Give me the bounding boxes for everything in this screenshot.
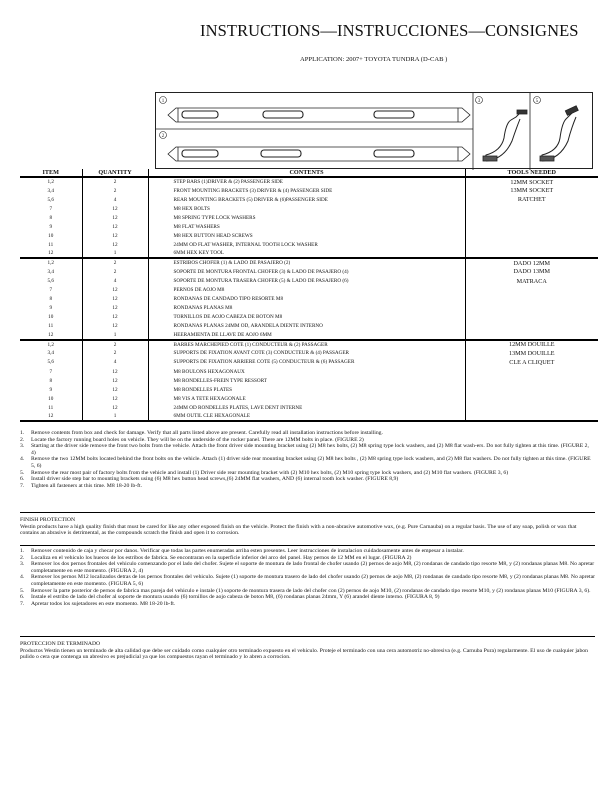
quantity-cell: 1: [82, 331, 148, 340]
quantity-cell: 12: [82, 322, 148, 331]
step-number: 6.: [20, 476, 25, 483]
item-cell: 11: [20, 403, 82, 412]
table-row: [20, 186, 598, 195]
contents-cell: STEP BARS (1)DRIVER & (2) PASSENGER SIDE: [148, 177, 465, 186]
contents-cell: SUPPORTS DE FIXATION ARRIERE COTE (5) CONDUCTEUR & (6) PASSAGER: [148, 358, 465, 367]
page-title: INSTRUCTIONS—INSTRUCCIONES—CONSIGNES: [200, 21, 579, 40]
header-contents: CONTENTS: [148, 169, 465, 177]
item-cell: 11: [20, 240, 82, 249]
instruction-step: [20, 430, 595, 437]
callout-label: 5: [535, 99, 539, 104]
step-text: Remover los dos pernos frontales del vehiculo comenzando por el lado del chofer. Sujete el soporte de montura de lado frontal de chofer usando (2) pernos de aojo M8, (2) rondanas de candado tipo resorte M8, y (2) rondanas planas M8. No apretar completamente en este momento. (FIGURA 2, 4): [31, 561, 595, 574]
quantity-cell: 12: [82, 295, 148, 304]
contents-cell: PERNOS DE AOJO M8: [148, 286, 465, 295]
table-row: [20, 177, 598, 186]
step-text: Remover la parte posterior de pernos de fabrica mas pareja del vehiculo e instale (1) soporte de montura trasera de lado del chofer con (2) pernos de aojo M10, (2) rondanas de candado tipo resorte M10, y (2) rondanas planas M10 (FIGURA 3, 6).: [31, 587, 591, 594]
contents-cell: 6MM HEX KEY TOOL: [148, 249, 465, 258]
contents-cell: M8 RONDELLES PLATES: [148, 385, 465, 394]
tools-cell: [465, 249, 598, 258]
tools-cell: CLE A CLIQUET: [509, 358, 555, 366]
finish-protection: [20, 517, 595, 537]
step-number: 5.: [20, 469, 25, 476]
step-bar-1: [168, 108, 470, 122]
quantity-cell: 12: [82, 394, 148, 403]
step-number: 5.: [20, 587, 25, 594]
contents-cell: M8 HEX BOLTS: [148, 204, 465, 213]
proteccion-text: Productos Westin tienen un terminado de alta calidad que debe ser cuidado como cualquier otro terminado expuesto en el vehiculo. Proteje el terminado con una cera automotriz no-abresiva (e.g. Carnuba Pura) regularmente. El uso de cualquier jabon pulido o cera que contenga un abresivo es prejudicial ya que los compuestos rayan el terminado y lo abren a corrocion.: [20, 647, 588, 661]
item-cell: 8: [20, 376, 82, 385]
step-text: Remover los pernos M12 localizados detras de los pernos frontales del vehiculo. Sujete (1) soporte de montura trasero de lado del chofer usando (2) pernos de aojo M8, (2) rondanas de candado tipo resorte M8, y (2) rondanas planas M8. No apretar completamente en este momento. (FIGURA 5, 6): [31, 574, 596, 587]
front-bracket: [483, 110, 527, 161]
step-text: Remove the two 12MM bolts located behind the front bolts on the vehicle. Attach (1) driver side rear mounting bracket using (2) M8 hex bolts , (2) M8 spring type lock washers, and (2) M8 flat washers. Do not fully tighten at this time. (FIGURE 5, 6): [31, 456, 591, 469]
step-number: 4.: [20, 574, 25, 581]
table-row: [20, 367, 598, 376]
divider: [20, 636, 595, 637]
tools-cell: [465, 367, 598, 376]
tools-cell: [465, 231, 598, 240]
tools-cell: [465, 412, 598, 421]
step-number: 2.: [20, 436, 25, 443]
item-cell: 12: [20, 249, 82, 258]
item-cell: 5,6: [20, 358, 82, 367]
quantity-cell: 1: [82, 249, 148, 258]
tools-cell: [465, 304, 598, 313]
instructions-english: [20, 430, 595, 489]
contents-cell: M8 RONDELLES-FREIN TYPE RESSORT: [148, 376, 465, 385]
step-text: Localiza en el vehiculo los huecos de los estribos de fabrica. Se encontraran en la superficie inferior del arco del panel. Hay pernos de 12 MM en el lugar. (FIGURA 2): [31, 554, 412, 561]
contents-cell: TORNILLOS DE AOJO CABEZA DE BOTON M8: [148, 313, 465, 322]
quantity-cell: 2: [82, 177, 148, 186]
contents-cell: REAR MOUNTING BRACKETS (5) DRIVER & (6)PASSENGER SIDE: [148, 195, 465, 204]
step-text: Apretar todos los sujetadores en este momento. M8 18-20 lb-ft.: [31, 600, 176, 607]
quantity-cell: 12: [82, 367, 148, 376]
header-quantity: QUANTITY: [82, 169, 148, 177]
item-cell: 9: [20, 385, 82, 394]
step-text: Install driver side step bar to mounting brackets using (6) M8 hex button head screws,(6) 24MM flat washers, AND (6) internal tooth lock washer. (FIGURE 8,9): [31, 476, 399, 483]
tools-cell: 12MM SOCKET: [510, 178, 554, 186]
application-line: APPLICATION: 2007+ TOYOTA TUNDRA (D-CAB ): [300, 56, 448, 63]
contents-cell: RONDANAS DE CANDADO TIPO RESORTE M8: [148, 295, 465, 304]
step-text: Tighten all fasteners at this time. M8 18-20 lb-ft.: [31, 482, 142, 489]
tools-cell: [465, 331, 598, 340]
header-tools: TOOLS NEEDED: [465, 169, 598, 177]
step-number: 1.: [20, 430, 25, 436]
instruction-step: [20, 594, 595, 601]
contents-cell: SOPORTE DE MONTURA FRONTAL CHOFER (3) & LADO DE PASAJERO (4): [148, 267, 465, 276]
contents-cell: HEERAMIENTA DE LLAVE DE AOJO 6MM: [148, 331, 465, 340]
quantity-cell: 12: [82, 213, 148, 222]
table-row: [20, 222, 598, 231]
step-text: Instale el estribo de lado del chofer al soporte de montura usando (6) tornillos de aojo cabeza de boton M8, (6) rondanas planas 24mm, Y (6) arandel diente interno. (FIGURA 8, 9): [31, 594, 440, 601]
instruction-step: [20, 483, 595, 490]
instruction-step: [20, 548, 595, 555]
quantity-cell: 4: [82, 277, 148, 286]
proteccion-terminado: [20, 641, 595, 661]
table-row: [20, 340, 598, 349]
rear-bracket: [540, 106, 578, 161]
quantity-cell: 12: [82, 231, 148, 240]
table-row: [20, 331, 598, 340]
item-cell: 9: [20, 304, 82, 313]
instruction-step: [20, 574, 595, 587]
finish-text: Westin products have a high quality finish that must be cared for like any other exposed finish on the vehicle. Protect the finish with a non-abrasive automotive wax, (e.g. Pure Carnauba) on a regular basis. The use of any soap, polish or wax that contains an abrasive is detrimental, as the compounds scratch the finish and open it to corrosion.: [20, 523, 577, 537]
quantity-cell: 12: [82, 304, 148, 313]
table-row: [20, 204, 598, 213]
item-cell: 1,2: [20, 177, 82, 186]
quantity-cell: 2: [82, 349, 148, 358]
tools-cell: [465, 222, 598, 231]
table-row: [20, 258, 598, 267]
item-cell: 1,2: [20, 340, 82, 349]
instruction-step: [20, 443, 595, 456]
quantity-cell: 12: [82, 385, 148, 394]
tools-cell: [465, 322, 598, 331]
item-cell: 11: [20, 322, 82, 331]
item-cell: 7: [20, 204, 82, 213]
contents-cell: 24MM OD FLAT WASHER, INTERNAL TOOTH LOCK WASHER: [148, 240, 465, 249]
tools-cell: [465, 403, 598, 412]
callout-label: 1: [161, 99, 165, 104]
step-number: 7.: [20, 600, 25, 607]
finish-heading: FINISH PROTECTION: [20, 517, 76, 523]
proteccion-heading: PROTECCION DE TERMINADO: [20, 641, 101, 647]
step-bar-2: [168, 147, 470, 161]
table-row: [20, 358, 598, 367]
contents-cell: M8 BOULONS HEXAGONAUX: [148, 367, 465, 376]
contents-cell: SUPPORTS DE FIXATION AVANT COTE (3) CONDUCTEUR & (4) PASSAGER: [148, 349, 465, 358]
item-cell: 5,6: [20, 195, 82, 204]
divider: [20, 512, 595, 513]
table-row: [20, 195, 598, 204]
tools-cell: 13MM DOUILLE: [508, 349, 555, 357]
item-cell: 3,4: [20, 267, 82, 276]
table-row: [20, 412, 598, 421]
step-text: Locate the factory running board holes on vehicle. They will be on the underside of the rocker panel. There are 12MM bolts in place. (FIGURE 2): [31, 436, 364, 443]
quantity-cell: 4: [82, 358, 148, 367]
contents-cell: FRONT MOUNTING BRACKETS (3) DRIVER & (4) PASSENGER SIDE: [148, 186, 465, 195]
callout-label: 2: [161, 134, 165, 139]
quantity-cell: 12: [82, 376, 148, 385]
quantity-cell: 12: [82, 240, 148, 249]
callout-label: 3: [477, 99, 481, 104]
step-text: Starting at the driver side remove the front two bolts from the vehicle. Attach the front driver side mounting bracket using (2) M8 hex bolts, (2) M8 spring type lock washers, and (2) M8 flat wash-ers. Do not fully tighten at this time. (FIGURE 2, 4): [31, 443, 589, 456]
contents-cell: 24MM OD RONDELLES PLATES, LAVE DENT INTERNE: [148, 403, 465, 412]
item-cell: 12: [20, 412, 82, 421]
item-cell: 9: [20, 222, 82, 231]
contents-cell: M8 FLAT WASHERS: [148, 222, 465, 231]
quantity-cell: 12: [82, 286, 148, 295]
tools-cell: MATRACA: [516, 277, 547, 285]
quantity-cell: 4: [82, 195, 148, 204]
contents-cell: ESTRIBOS CHOFER (1) & LADO DE PASAJERO (2): [148, 258, 465, 267]
tools-cell: [465, 204, 598, 213]
item-cell: 8: [20, 295, 82, 304]
tools-cell: DADO 13MM: [513, 268, 551, 276]
item-cell: 5,6: [20, 277, 82, 286]
step-number: 4.: [20, 456, 25, 463]
step-text: Remove the rear most pair of factory bolts from the vehicle and install (1) Driver side rear mounting bracket with (2) M10 hex bolts, (2) M10 spring type lock washers, and (2) M10 flat washers. (FIGURE 3, 6): [31, 469, 509, 476]
item-cell: 7: [20, 286, 82, 295]
step-number: 2.: [20, 554, 25, 561]
table-row: [20, 286, 598, 295]
item-cell: 10: [20, 394, 82, 403]
item-cell: 7: [20, 367, 82, 376]
tools-cell: [465, 295, 598, 304]
quantity-cell: 2: [82, 267, 148, 276]
header-item: ITEM: [20, 169, 82, 177]
table-row: [20, 394, 598, 403]
item-cell: 10: [20, 313, 82, 322]
step-number: 3.: [20, 561, 25, 568]
table-row: [20, 277, 598, 286]
item-cell: 3,4: [20, 186, 82, 195]
table-row: [20, 249, 598, 258]
table-row: [20, 313, 598, 322]
step-number: 6.: [20, 594, 25, 601]
instruction-step: [20, 601, 595, 608]
tools-cell: [465, 394, 598, 403]
table-row: [20, 304, 598, 313]
item-cell: 10: [20, 231, 82, 240]
quantity-cell: 12: [82, 204, 148, 213]
divider: [20, 545, 595, 546]
table-row: [20, 385, 598, 394]
step-number: 7.: [20, 482, 25, 489]
tools-cell: [465, 313, 598, 322]
instructions-spanish: [20, 548, 595, 607]
instruction-step: [20, 476, 595, 483]
item-cell: 12: [20, 331, 82, 340]
tools-cell: RATCHET: [517, 196, 546, 204]
parts-table: [20, 169, 598, 422]
item-cell: 3,4: [20, 349, 82, 358]
table-row: [20, 231, 598, 240]
quantity-cell: 2: [82, 186, 148, 195]
table-row: [20, 376, 598, 385]
step-number: 3.: [20, 443, 25, 450]
tools-cell: 12MM DOUILLE: [465, 340, 598, 349]
contents-cell: M8 HEX BUTTON HEAD SCREWS: [148, 231, 465, 240]
table-row: [20, 349, 598, 358]
contents-cell: M8 SPRING TYPE LOCK WASHERS: [148, 213, 465, 222]
tools-cell: [465, 376, 598, 385]
table-row: [20, 295, 598, 304]
quantity-cell: 1: [82, 412, 148, 421]
table-row: [20, 240, 598, 249]
table-row: [20, 267, 598, 276]
quantity-cell: 12: [82, 222, 148, 231]
table-row: [20, 403, 598, 412]
item-cell: 1,2: [20, 258, 82, 267]
step-number: 1.: [20, 548, 25, 554]
contents-cell: SOPORTE DE MONTURA TRASERA CHOFER (5) & LADO DE PASAJERO (6): [148, 277, 465, 286]
contents-cell: 6MM OUTIL CLE HEXAGONALE: [148, 412, 465, 421]
step-text: Remover contenido de caja y checar por danos. Verificar que todas las partes enumeradas arriba esten presentes. Leer instrucciones de instalacion cuidadosamente antes de empesar a instalar.: [31, 548, 464, 554]
tools-cell: [465, 213, 598, 222]
contents-cell: M8 VIS A TETE HEXAGONALE: [148, 394, 465, 403]
quantity-cell: 2: [82, 340, 148, 349]
contents-cell: RONDANAS PLANAS 24MM OD, ARANDELA DIENTE INTERNO: [148, 322, 465, 331]
tools-cell: 13MM SOCKET: [510, 187, 554, 195]
tools-cell: [465, 286, 598, 295]
instruction-step: [20, 561, 595, 574]
parts-figure: [155, 92, 593, 169]
instruction-step: [20, 456, 595, 469]
quantity-cell: 12: [82, 403, 148, 412]
contents-cell: BARRES MARCHEPIED COTE (1) CONDUCTEUR & (2) PASSAGER: [148, 340, 465, 349]
tools-cell: [465, 385, 598, 394]
quantity-cell: 12: [82, 313, 148, 322]
item-cell: 8: [20, 213, 82, 222]
quantity-cell: 2: [82, 258, 148, 267]
tools-cell: DADO 12MM: [465, 258, 598, 267]
table-row: [20, 322, 598, 331]
contents-cell: RONDANAS PLANAS M8: [148, 304, 465, 313]
tools-cell: [465, 240, 598, 249]
table-row: [20, 213, 598, 222]
step-text: Remove contents from box and check for damage. Verify that all parts listed above are present. Carefully read all installation instructions before installing.: [31, 430, 383, 436]
